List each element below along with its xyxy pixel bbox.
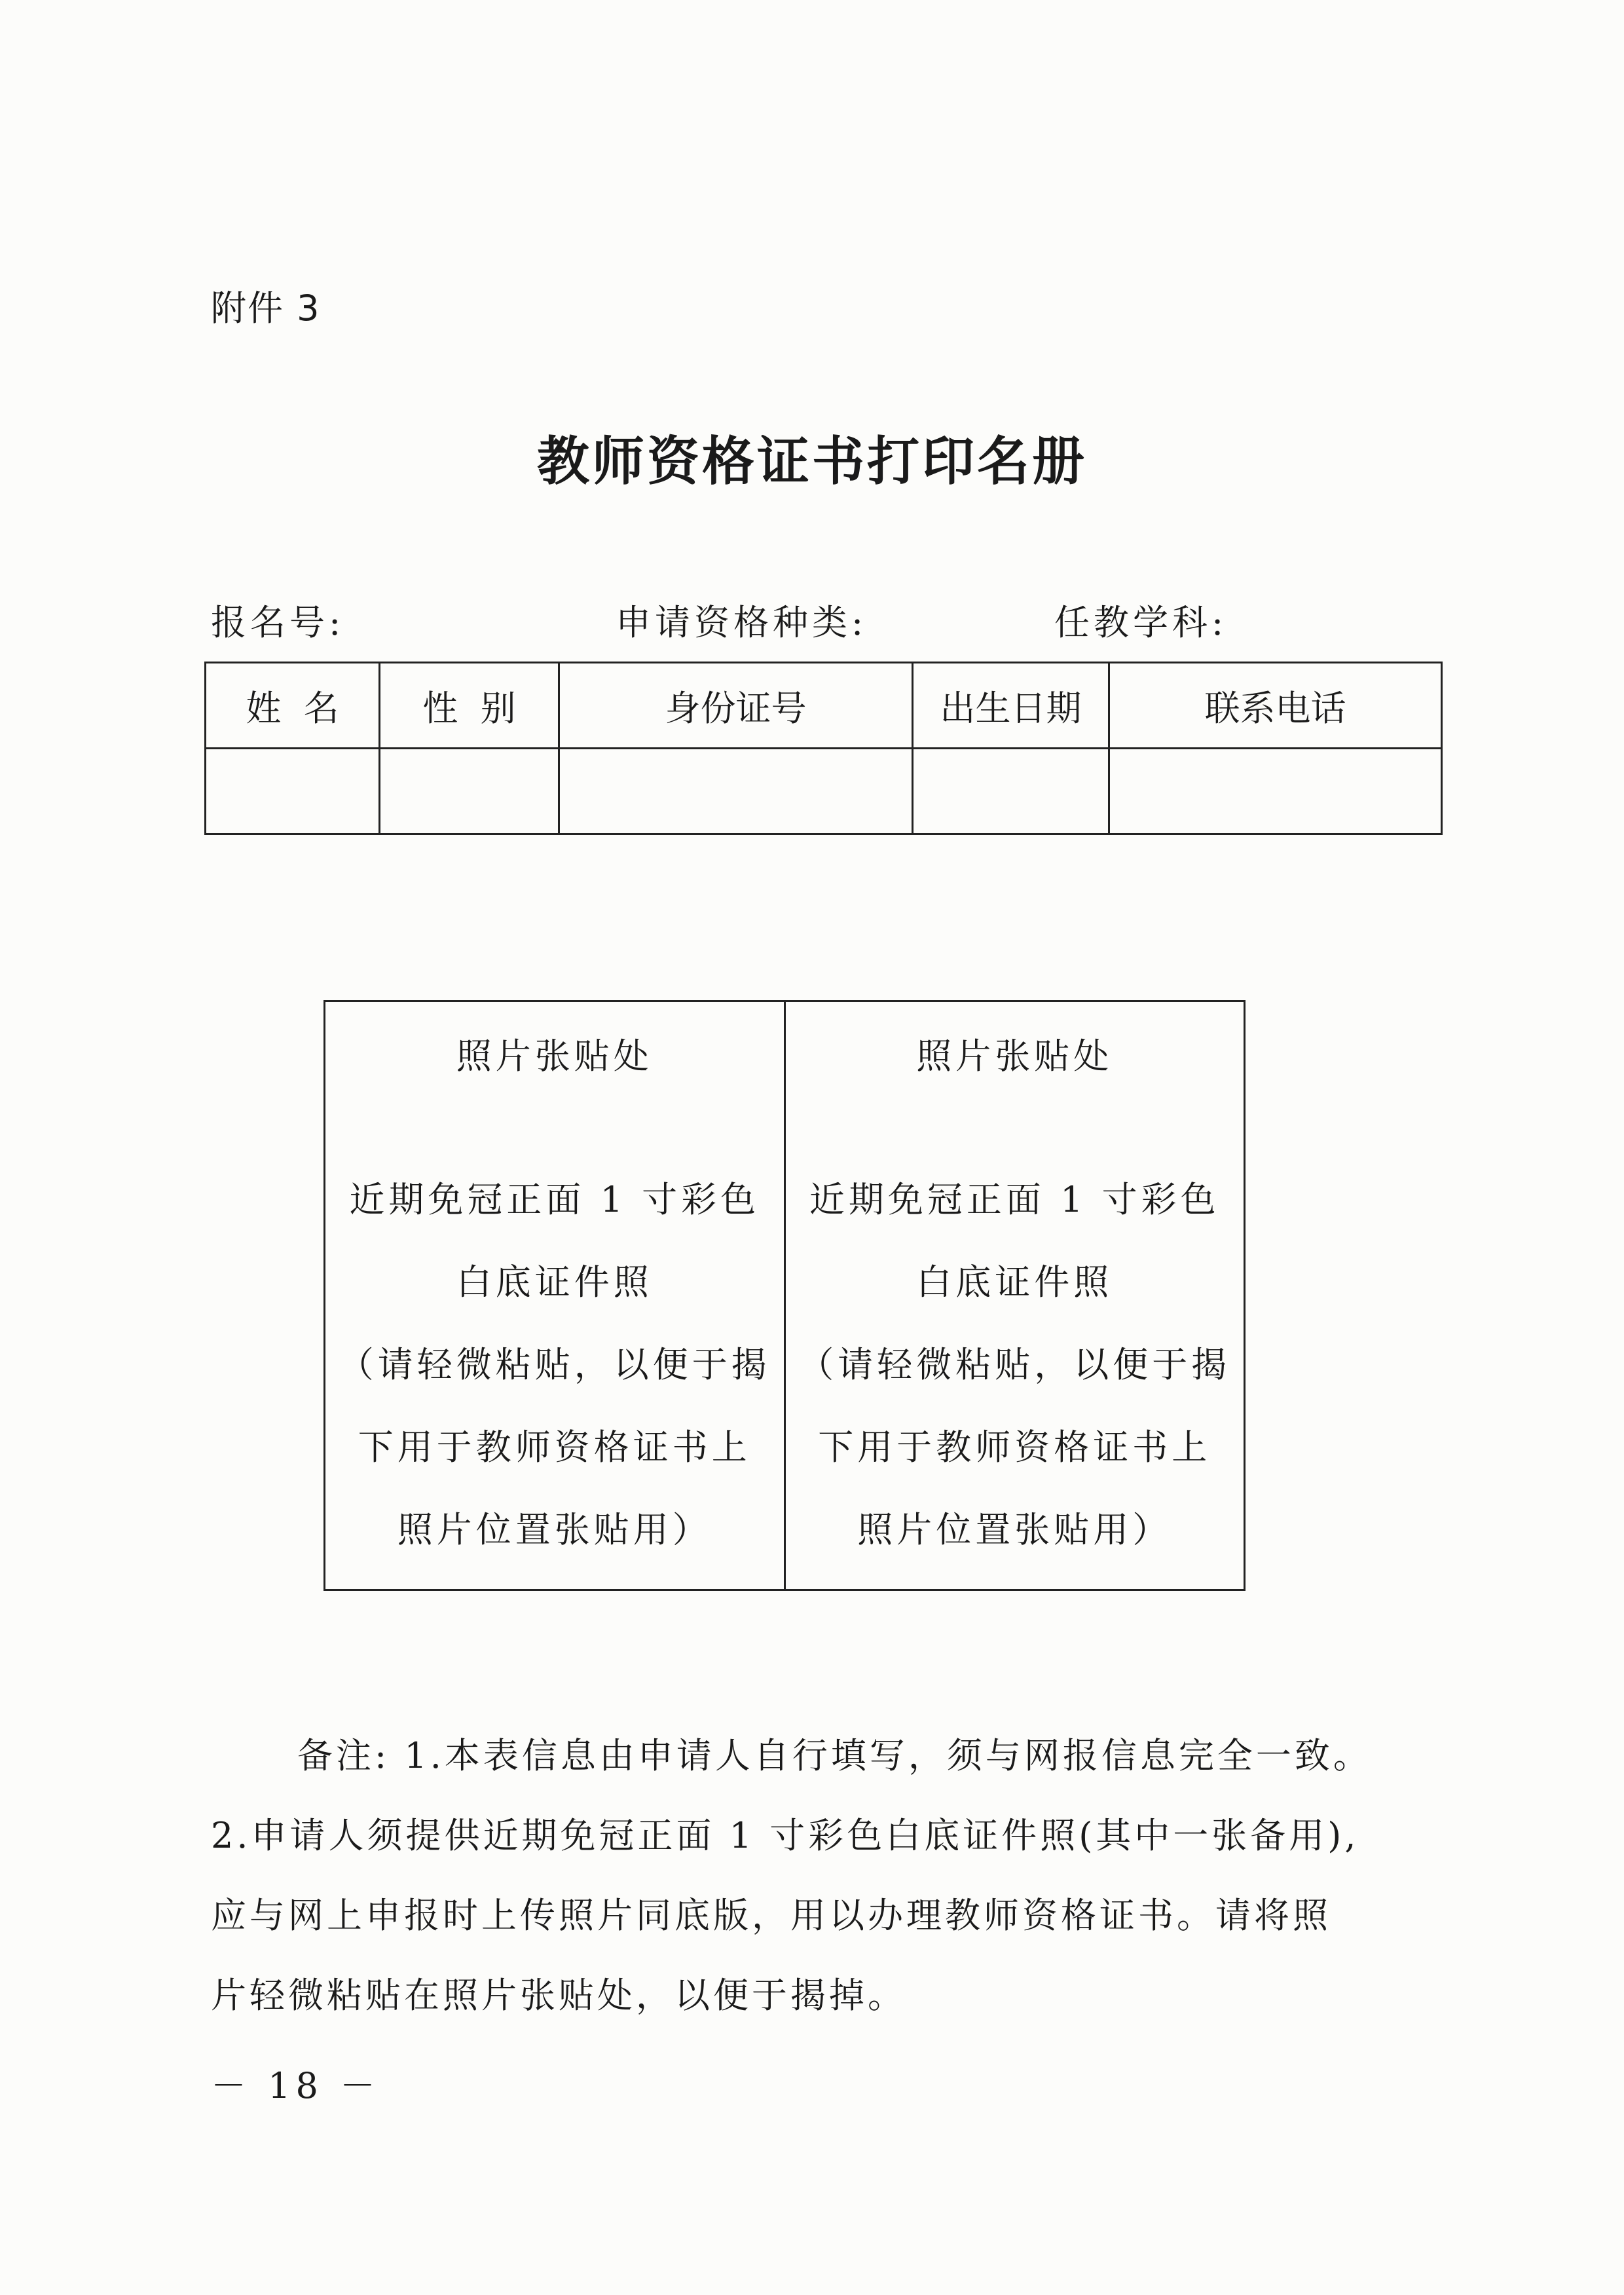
photo-instruction-line: 近期免冠正面 1 寸彩色 (809, 1179, 1220, 1220)
photo-instruction-line: 下用于教师资格证书上 (818, 1427, 1211, 1468)
header-phone: 联系电话 (1109, 663, 1442, 749)
phone-cell[interactable] (1109, 749, 1442, 834)
header-id-number: 身份证号 (559, 663, 913, 749)
photo-instruction-line: 下用于教师资格证书上 (358, 1427, 751, 1468)
photo-instruction-line: 白底证件照 (916, 1261, 1113, 1303)
note-line: 备注: 1.本表信息由申请人自行填写，须与网报信息完全一致。 (297, 1735, 1372, 1776)
photo-paste-table (323, 1000, 1246, 1591)
gender-cell[interactable] (380, 749, 559, 834)
photo-instruction-line: 白底证件照 (456, 1261, 653, 1303)
photo-instruction-line: （请轻微粘贴，以便于揭 (798, 1344, 1231, 1385)
note-line: 2.申请人须提供近期免冠正面 1 寸彩色白底证件照(其中一张备用), (211, 1815, 1359, 1856)
attachment-label: 附件 3 (211, 288, 321, 329)
registration-number-label: 报名号: (211, 602, 345, 643)
photo-instruction-line: （请轻微粘贴，以便于揭 (338, 1344, 771, 1385)
note-line: 应与网上申报时上传照片同底版，用以办理教师资格证书。请将照 (211, 1895, 1331, 1936)
id-number-cell[interactable] (559, 749, 913, 834)
photo-box-heading: 照片张贴处 (916, 1036, 1113, 1077)
subject-label: 任教学科: (1054, 602, 1228, 643)
photo-instruction-line: 照片位置张贴用） (857, 1509, 1172, 1550)
birth-date-cell[interactable] (913, 749, 1109, 834)
table-row (206, 749, 1442, 834)
header-birth-date: 出生日期 (913, 663, 1109, 749)
photo-instruction-line: 近期免冠正面 1 寸彩色 (349, 1179, 760, 1220)
applicant-info-table (204, 662, 1443, 835)
photo-box-left (325, 1001, 785, 1590)
photo-box-right (784, 1001, 1245, 1590)
page-title: 教师资格证书打印名册 (537, 430, 1087, 492)
photo-instruction-line: 照片位置张贴用） (397, 1509, 712, 1550)
header-gender: 性 别 (380, 663, 559, 749)
header-name: 姓 名 (206, 663, 380, 749)
photo-box-heading: 照片张贴处 (456, 1036, 653, 1077)
name-cell[interactable] (206, 749, 380, 834)
remarks-note (211, 1716, 1416, 2036)
note-line: 片轻微粘贴在照片张贴处，以便于揭掉。 (211, 1975, 906, 2016)
qualification-type-label: 申请资格种类: (616, 602, 868, 643)
page-number: － 18 － (211, 2065, 381, 2106)
table-header-row (206, 663, 1442, 749)
